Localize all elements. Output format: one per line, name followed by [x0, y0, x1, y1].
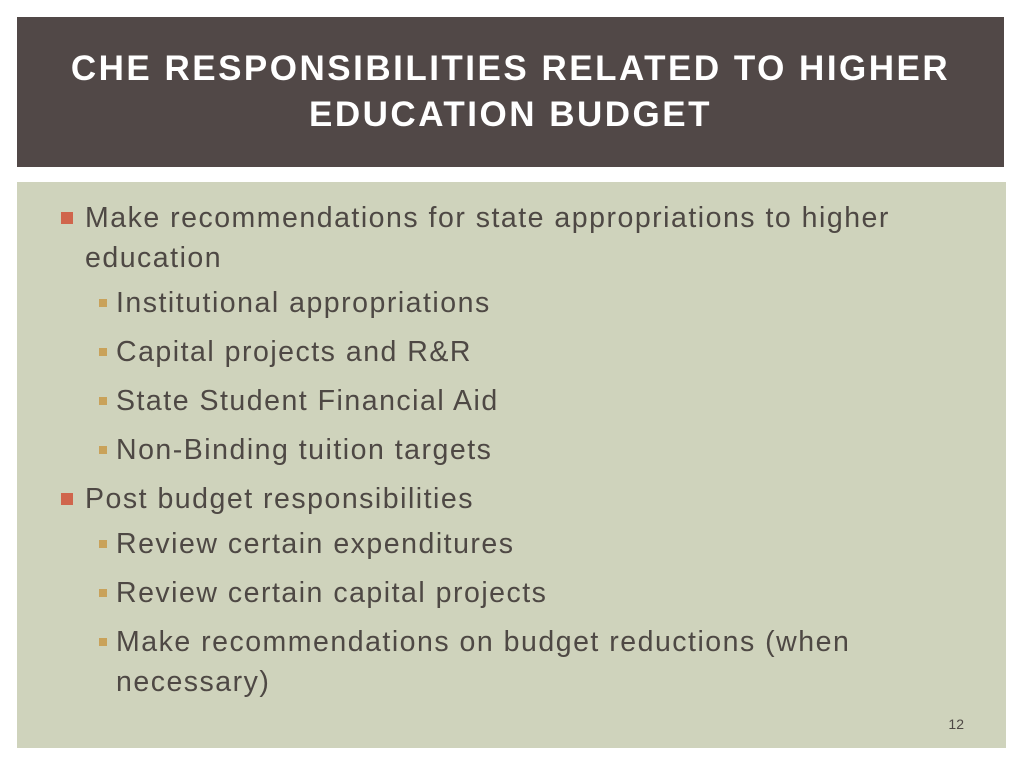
square-bullet-icon [99, 638, 107, 646]
square-bullet-icon [99, 589, 107, 597]
sub-bullet-item [17, 622, 1006, 702]
square-bullet-icon [99, 540, 107, 548]
slide-title: CHE RESPONSIBILITIES RELATED TO HIGHER EDUCATION BUDGET [70, 49, 951, 134]
sub-bullet-text: Capital projects and R&R [116, 336, 472, 368]
bullet-text: Make recommendations for state appropriations to higher education [85, 202, 890, 274]
sub-bullet-text: State Student Financial Aid [116, 385, 499, 417]
sub-bullet-text: Review certain expenditures [116, 528, 515, 560]
sub-bullet-item [17, 524, 1006, 564]
sub-bullet-item [17, 332, 1006, 372]
bullet-text: Post budget responsibilities [85, 483, 474, 515]
sub-bullet-text: Institutional appropriations [116, 287, 491, 319]
bullet-list [17, 198, 1006, 711]
sub-bullet-item [17, 283, 1006, 323]
sub-bullet-item [17, 430, 1006, 470]
square-bullet-icon [61, 212, 73, 224]
square-bullet-icon [99, 397, 107, 405]
bullet-item [17, 198, 1006, 278]
bullet-item [17, 479, 1006, 519]
sub-bullet-text: Non-Binding tuition targets [116, 434, 493, 466]
square-bullet-icon [99, 299, 107, 307]
square-bullet-icon [99, 446, 107, 454]
page-number: 12 [948, 716, 964, 732]
content-area [17, 182, 1006, 748]
sub-bullet-item [17, 381, 1006, 421]
sub-bullet-item [17, 573, 1006, 613]
sub-bullet-text: Review certain capital projects [116, 577, 548, 609]
square-bullet-icon [99, 348, 107, 356]
square-bullet-icon [61, 493, 73, 505]
title-bar [17, 17, 1004, 167]
sub-bullet-text: Make recommendations on budget reductions (when necessary) [116, 626, 851, 698]
